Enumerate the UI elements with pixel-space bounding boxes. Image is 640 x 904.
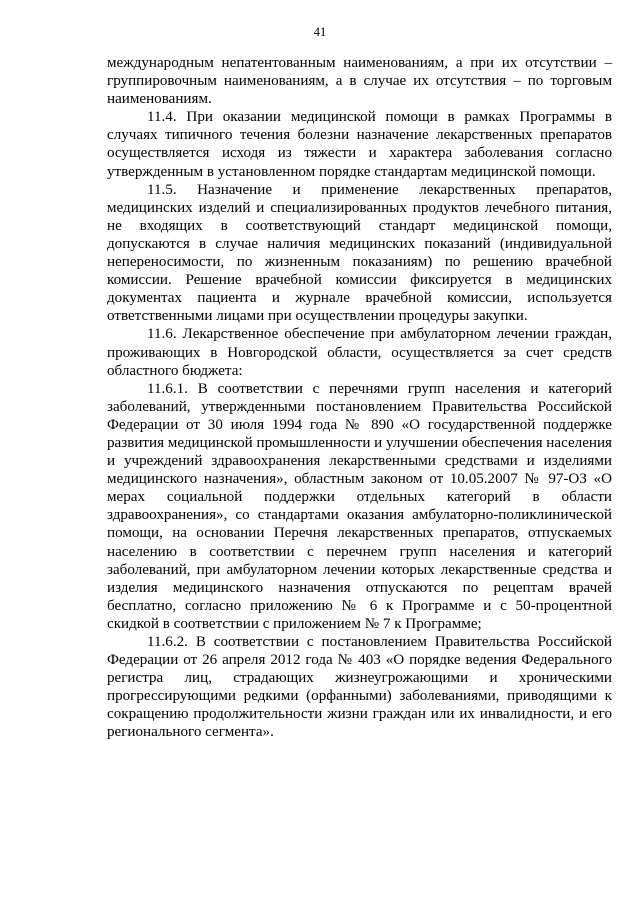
document-body: [107, 54, 612, 742]
paragraph-continuation: международным непатентованным наименованиям, а при их отсутствии – группировочным наименованиям, а в случае их отсутствия – по торговым наименованиям.: [107, 55, 612, 108]
paragraph-11-6-1: 11.6.1. В соответствии с перечнями групп населения и категорий заболеваний, утвержденными постановлением Правительства Российской Федерации от 30 июля 1994 года № 890 «О государственной поддержке развития медицинской промышленности и улучшении обеспечения населения и учреждений здравоохранения лекарственными средствами и изделиями медицинского назначения», областным законом от 10.05.2007 № 97-ОЗ «О мерах социальной поддержки отдельных категорий в области здравоохранения», со стандартами оказания амбулаторно-поликлинической помощи, на основании Перечня лекарственных препаратов, отпускаемых населению в соответствии с перечнем групп населения и категорий заболеваний, при амбулаторном лечении которых лекарственные средства и изделия медицинского назначения отпускаются по рецептам врачей бесплатно, согласно приложению № 6 к Программе и с 50-процентной скидкой в соответствии с приложением № 7 к Программе;: [107, 380, 612, 632]
paragraph-11-5: 11.5. Назначение и применение лекарственных препаратов, медицинских изделий и специализированных продуктов лечебного питания, не входящих в соответствующий стандарт медицинской помощи, допускаются в случае наличия медицинских показаний (индивидуальной непереносимости, по жизненным показаниям) по решению врачебной комиссии. Решение врачебной комиссии фиксируется в медицинских документах пациента и журнале врачебной комиссии, используется ответственными лицами при осуществлении процедуры закупки.: [107, 181, 612, 325]
paragraph-11-6: 11.6. Лекарственное обеспечение при амбулаторном лечении граждан, проживающих в Новгородской области, осуществляется за счет средств областного бюджета:: [107, 326, 612, 379]
page-number: 41: [313, 25, 327, 39]
paragraph-11-6-2: 11.6.2. В соответствии с постановлением Правительства Российской Федерации от 26 апреля 2012 года № 403 «О порядке ведения Федерального регистра лиц, страдающих жизнеугрожающими и хроническими прогрессирующими редкими (орфанными) заболеваниями, приводящими к сокращению продолжительности жизни граждан или их инвалидности, и его регионального сегмента».: [107, 634, 612, 741]
paragraph-11-4: 11.4. При оказании медицинской помощи в рамках Программы в случаях типичного течения болезни назначение лекарственных препаратов осуществляется исходя из тяжести и характера заболевания согласно утвержденным в установленном порядке стандартам медицинской помощи.: [107, 109, 612, 180]
